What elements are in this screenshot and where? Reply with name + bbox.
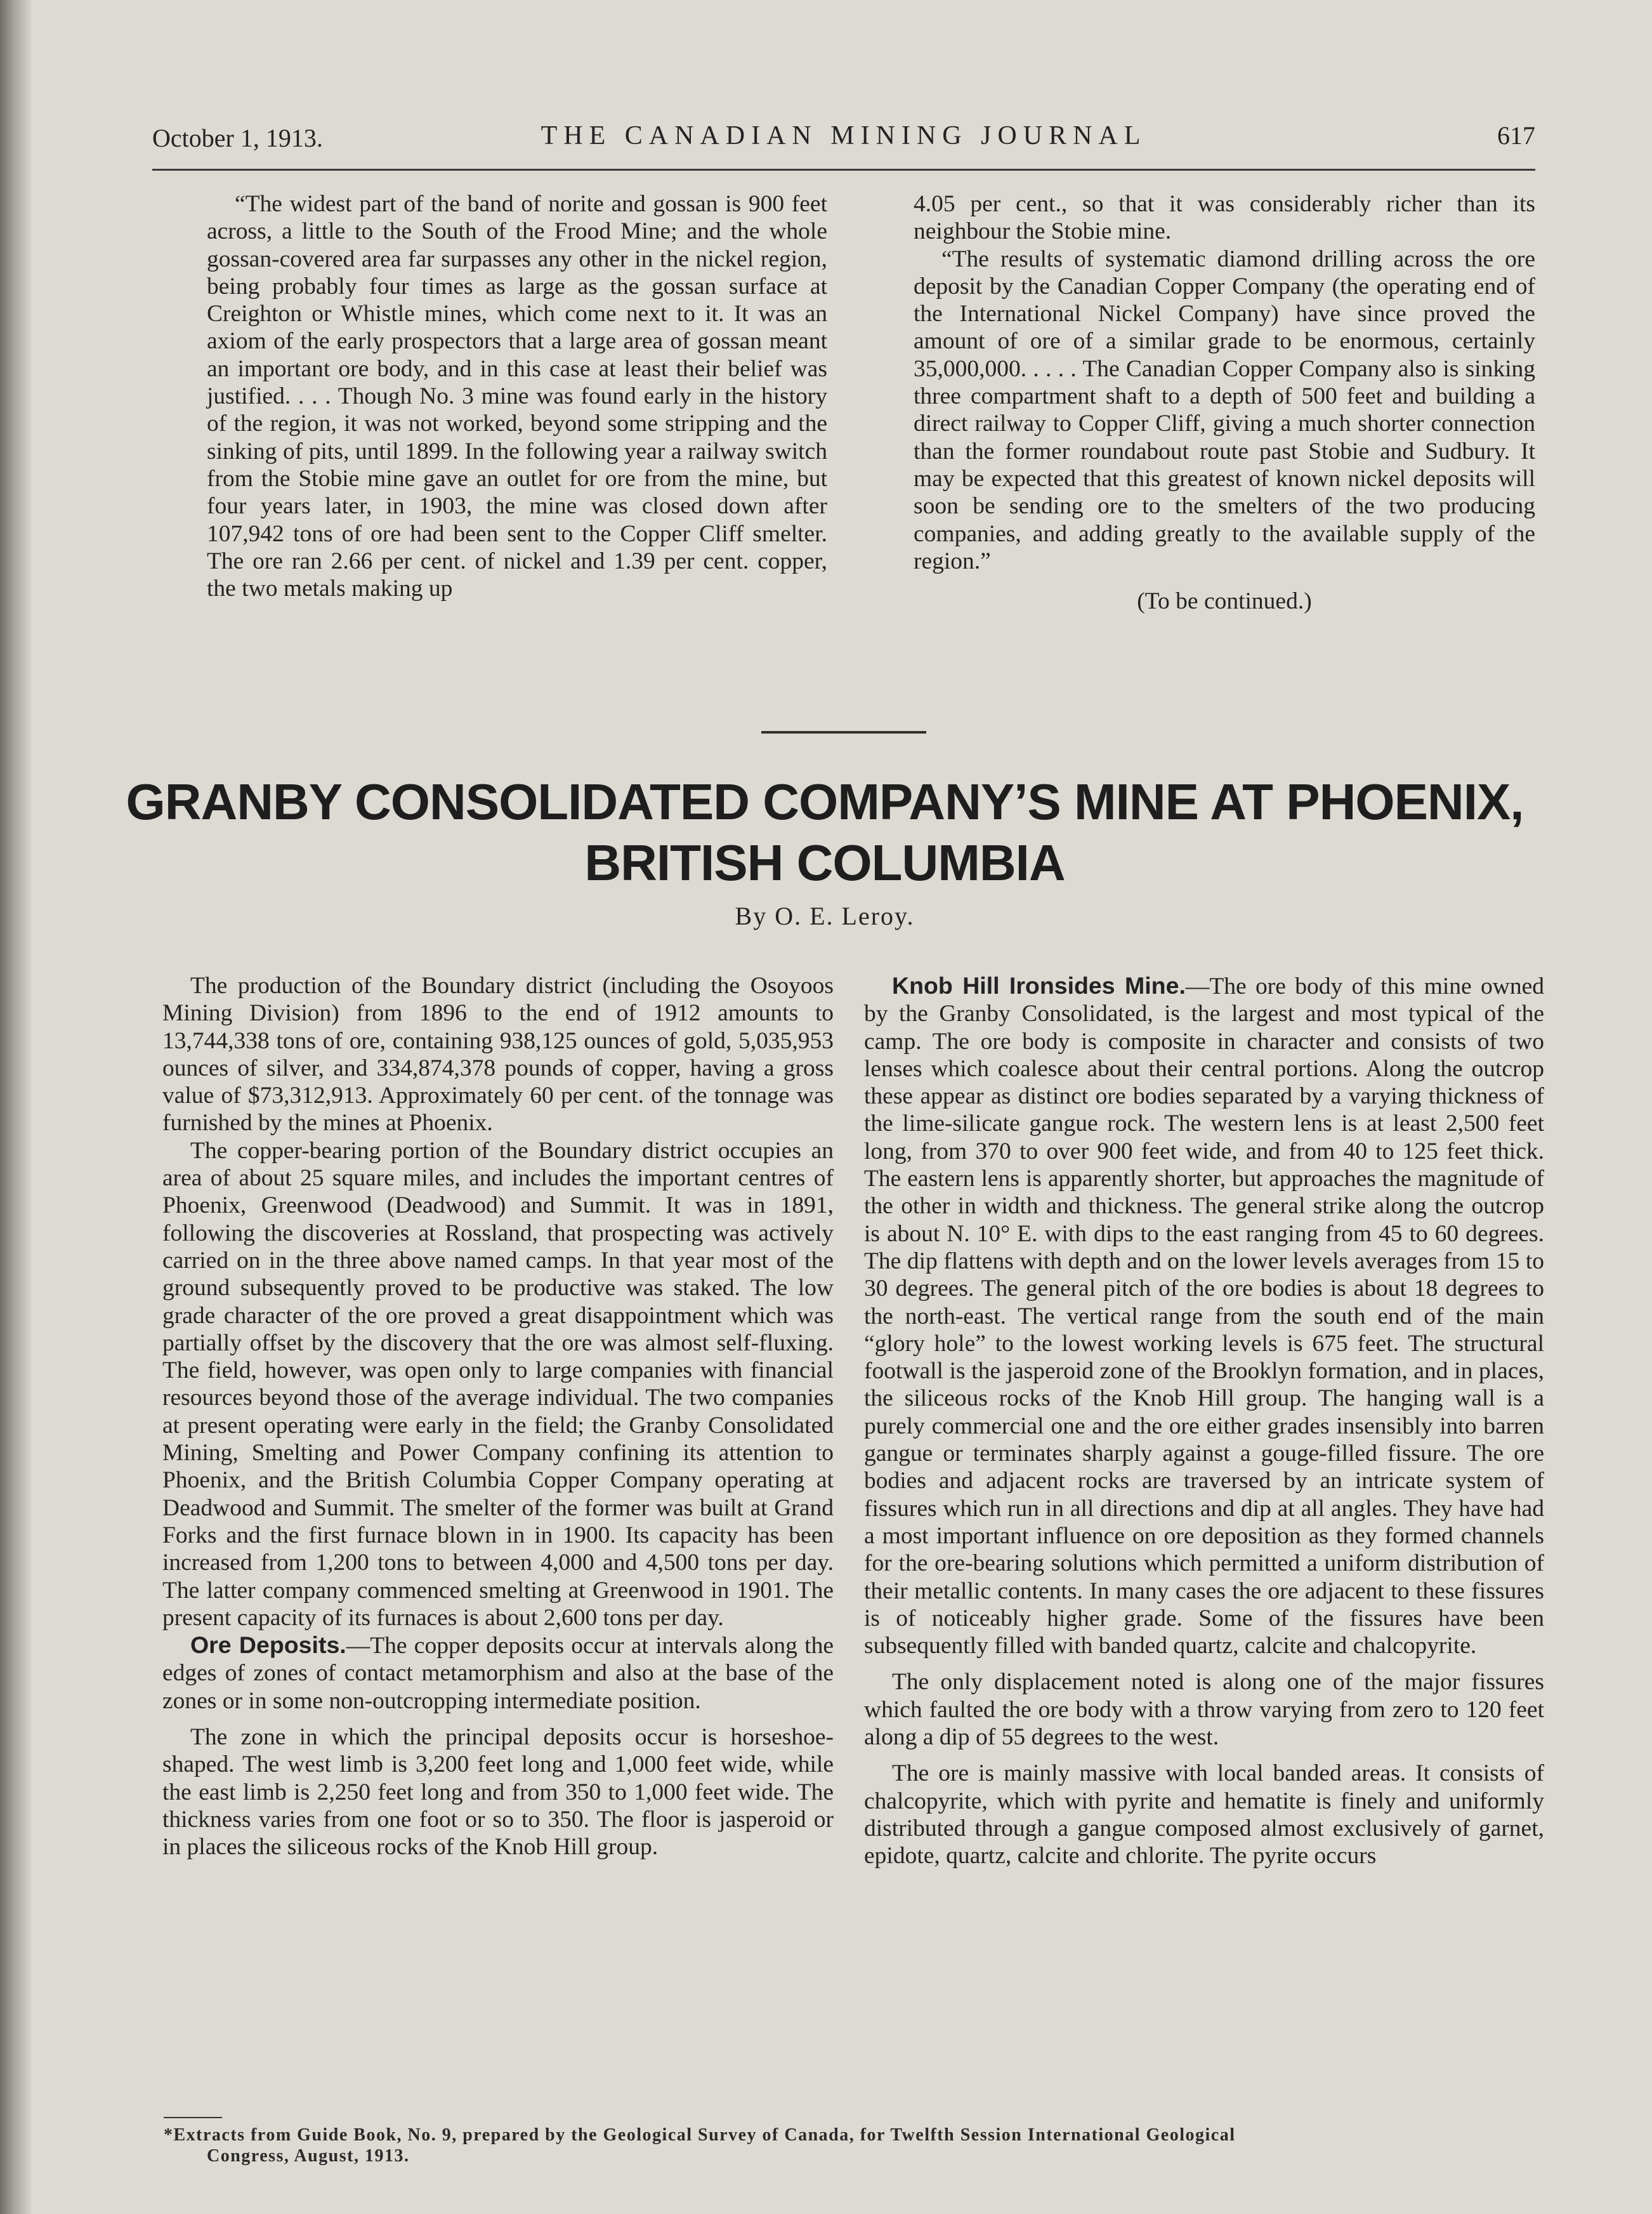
title-line-2: BRITISH COLUMBIA (584, 834, 1065, 891)
footnote-line-2: Congress, August, 1913. (207, 2146, 410, 2166)
footnote-rule (164, 2117, 222, 2118)
section-heading-ore-deposits: Ore Deposits. (190, 1631, 346, 1659)
footnote (164, 2125, 1547, 2166)
paragraph: 4.05 per cent., so that it was considerably richer than its neighbour the Stobie mine. (914, 191, 1535, 245)
article-right-column (864, 972, 1544, 1870)
section-divider (761, 731, 926, 734)
paragraph: The copper-bearing portion of the Boundary district occupies an area of about 25 square miles, and includes the important centres of Phoenix, Greenwood (Deadwood) and Summit. It was in 1891, following the discoveries at Rossland, that prospecting was actively carried on in the three above named camps. In that year most of the ground subsequently proved to be productive was staked. The low grade character of the ore proved a great disappointment which was partially offset by the discovery that the ore was almost self-fluxing. The field, however, was open only to large companies with financial resources beyond those of the average individual. The two companies at present operating were early in the field; the Granby Consolidated Mining, Smelting and Power Company confining its attention to Phoenix, and the British Columbia Copper Company operating at Deadwood and Summit. The smelter of the former was built at Grand Forks and the first furnace blown in in 1900. Its capacity has been increased from 1,200 tons to between 4,000 and 4,500 tons per day. The latter company commenced smelting at Greenwood in 1901. The present capacity of its furnaces is about 2,600 tons per day. (162, 1137, 834, 1631)
article-title (114, 772, 1535, 893)
paragraph: The zone in which the principal deposits occur is horseshoe-shaped. The west limb is 3,200 feet long and 1,000 feet wide, while the east limb is 2,250 feet long and from 350 to 1,000 feet wide. The thickness varies from one foot or so to 350. The floor is jasperoid or in places the siliceous rocks of the Knob Hill group. (162, 1724, 834, 1861)
journal-title: THE CANADIAN MINING JOURNAL (541, 121, 1147, 150)
paragraph: The production of the Boundary district (including the Osoyoos Mining Division) from 1896 to the end of 1912 amounts to 13,744,338 tons of ore, containing 938,125 ounces of gold, 5,035,953 ounces of silver, and 334,874,378 pounds of copper, having a gross value of $73,312,913. Approximately 60 per cent. of the tonnage was furnished by the mines at Phoenix. (162, 973, 834, 1137)
header-rule (152, 169, 1535, 171)
byline: By O. E. Leroy. (735, 902, 915, 930)
to-be-continued-note: (To be continued.) (1137, 588, 1312, 615)
paragraph: “The results of systematic diamond drilling across the ore deposit by the Canadian Copper Company (the operating end of the International Nickel Company) have since proved the amount of ore of a similar grade to be enormous, certainly 35,000,000. . . . . The Canadian Copper Company also is sinking three compartment shaft to a depth of 500 feet and building a direct railway to Copper Cliff, giving a much shorter connection than the former roundabout route past Stobie and Sudbury. It may be expected that this greatest of known nickel deposits will soon be sending ore to the smelters of the two producing companies, and adding greatly to the available supply of the region.” (914, 246, 1535, 574)
continued-article-right-column (914, 190, 1535, 615)
page-number: 617 (1497, 121, 1535, 150)
paragraph (864, 972, 1544, 1659)
paragraph: The only displacement noted is along one of the major fissures which faulted the ore body with a throw varying from zero to 120 feet along a dip of 55 degrees to the west. (864, 1669, 1544, 1751)
section-heading-knob-hill: Knob Hill Ironsides Mine. (892, 972, 1186, 999)
title-line-1: GRANBY CONSOLIDATED COMPANY’S MINE AT PHOENIX, (126, 774, 1524, 830)
paragraph: “The widest part of the band of norite and gossan is 900 feet across, a little to the South of the Frood Mine; and the whole gossan-covered area far surpasses any other in the nickel region, being probably four times as large as the gossan surface at Creighton or Whistle mines, which come next to it. It was an axiom of the early prospectors that a large area of gossan meant an important ore body, and in this case at least their belief was justified. . . . Though No. 3 mine was found early in the history of the region, it was not worked, beyond some stripping and the sinking of pits, until 1899. In the following year a railway switch from the Stobie mine gave an outlet for ore from the mine, but four years later, in 1903, the mine was closed down after 107,942 tons of ore had been sent to the Copper Cliff smelter. The ore ran 2.66 per cent. of nickel and 1.39 per cent. copper, the two metals making up (207, 191, 827, 602)
running-header (152, 118, 1535, 162)
paragraph-text: —The ore body of this mine owned by the Granby Consolidated, is the largest and most typical of the camp. The ore body is composite in character and consists of two lenses which coalesce about their central portions. Along the outcrop these appear as distinct ore bodies separated by a varying thickness of the lime-silicate gangue rock. The western lens is at least 2,500 feet long, from 370 to over 900 feet wide, and from 40 to 125 feet thick. The eastern lens is apparently shorter, but approaches the magnitude of the other in width and thickness. The general strike along the outcrop is about N. 10° E. with dips to the east ranging from 45 to 60 degrees. The dip flattens with depth and on the lower levels averages from 15 to 30 degrees. The general pitch of the ore bodies is about 18 degrees to the north-east. The vertical range from the south end of the main “glory hole” to the lowest working levels is 675 feet. The structural footwall is the jasperoid zone of the Brooklyn formation, and in places, the siliceous rocks of the Knob Hill group. The hanging wall is a purely commercial one and the ore either grades insensibly into barren gangue or terminates sharply against a gouge-filled fissure. The ore bodies and adjacent rocks are traversed by an intricate system of fissures which run in all directions and dip at all angles. They have had a most important influence on ore deposition as they formed channels for the ore-bearing solutions which permitted a uniform distribution of their metallic contents. In many cases the ore adjacent to these fissures is of noticeably higher grade. Some of the fissures have been subsequently filled with banded quartz, calcite and chalcopyrite. (864, 973, 1545, 1659)
paragraph: The ore is mainly massive with local banded areas. It consists of chalcopyrite, which with pyrite and hematite is finely and uniformly distributed through a gangue composed almost exclusively of garnet, epidote, quartz, calcite and chlorite. The pyrite occurs (864, 1760, 1544, 1869)
page-gutter-shadow (0, 0, 32, 2214)
issue-date: October 1, 1913. (152, 124, 323, 152)
paragraph-text: —The copper deposits occur at intervals along the edges of zones of contact metamorphism and also at the base of the zones or in some non-outcropping intermediate position. (162, 1633, 834, 1714)
continued-article-left-column (207, 190, 827, 602)
article-left-column (162, 972, 834, 1861)
footnote-line-1: *Extracts from Guide Book, No. 9, prepared by the Geological Survey of Canada, for Twelfth Session International Geological (164, 2125, 1236, 2145)
paragraph (162, 1631, 834, 1715)
